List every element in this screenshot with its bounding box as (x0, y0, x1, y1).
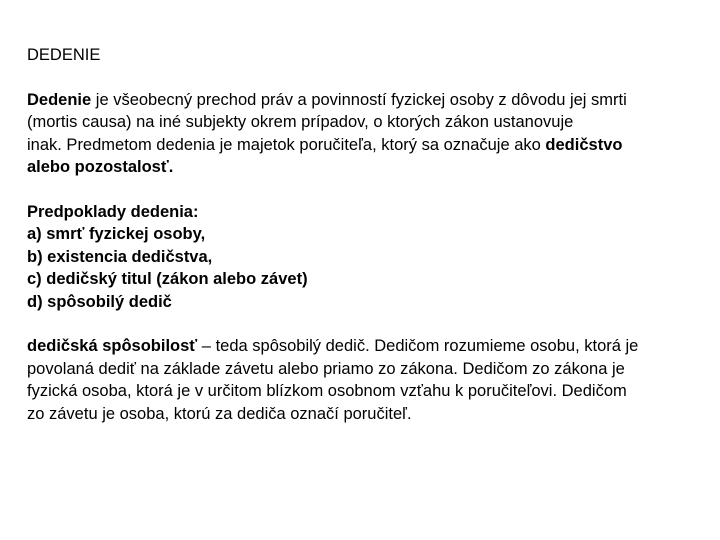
definition-text-3: inak. Predmetom dedenia je majetok poručiteľa, ktorý sa označuje ako (27, 135, 546, 154)
definition-bold-estate: alebo pozostalosť. (27, 158, 174, 176)
prerequisites-list (27, 201, 699, 314)
capacity-term: dedičská spôsobilosť (27, 337, 198, 355)
prerequisite-item: b) existencia dedičstva, (27, 247, 213, 266)
definition-line-1 (27, 89, 699, 112)
prerequisite-item: a) smrť fyzickej osoby, (27, 225, 206, 243)
capacity-text-1: – teda spôsobilý dedič. Dedičom rozumieme osobu, ktorá je (197, 337, 639, 355)
slide-heading: DEDENIE (27, 46, 101, 64)
prerequisite-item: c) dedičský titul (zákon alebo závet) (27, 270, 308, 288)
capacity-line-2: povolaná dediť na základe závetu alebo priamo zo zákona. Dedičom zo zákona je (27, 359, 625, 378)
definition-text-1: je všeobecný prechod práv a povinností fyzickej osoby z dôvodu jej smrti (91, 90, 627, 109)
definition-paragraph (27, 89, 699, 179)
prerequisites-title: Predpoklady dedenia: (27, 202, 199, 221)
capacity-line-1 (27, 335, 699, 358)
definition-line-2: (mortis causa) na iné subjekty okrem prípadov, o ktorých zákon ustanovuje (27, 113, 574, 131)
definition-bold-inheritance: dedičstvo (545, 135, 623, 154)
prerequisite-item: d) spôsobilý dedič (27, 292, 172, 311)
definition-line-3 (27, 134, 699, 157)
slide-content (27, 44, 699, 425)
definition-term: Dedenie (27, 90, 92, 109)
capacity-line-4: zo závetu je osoba, ktorú za dediča označí poručiteľ. (27, 404, 412, 423)
capacity-line-3: fyzická osoba, ktorá je v určitom blízkom osobnom vzťahu k poručiteľovi. Dedičom (27, 382, 627, 400)
capacity-paragraph (27, 335, 699, 425)
